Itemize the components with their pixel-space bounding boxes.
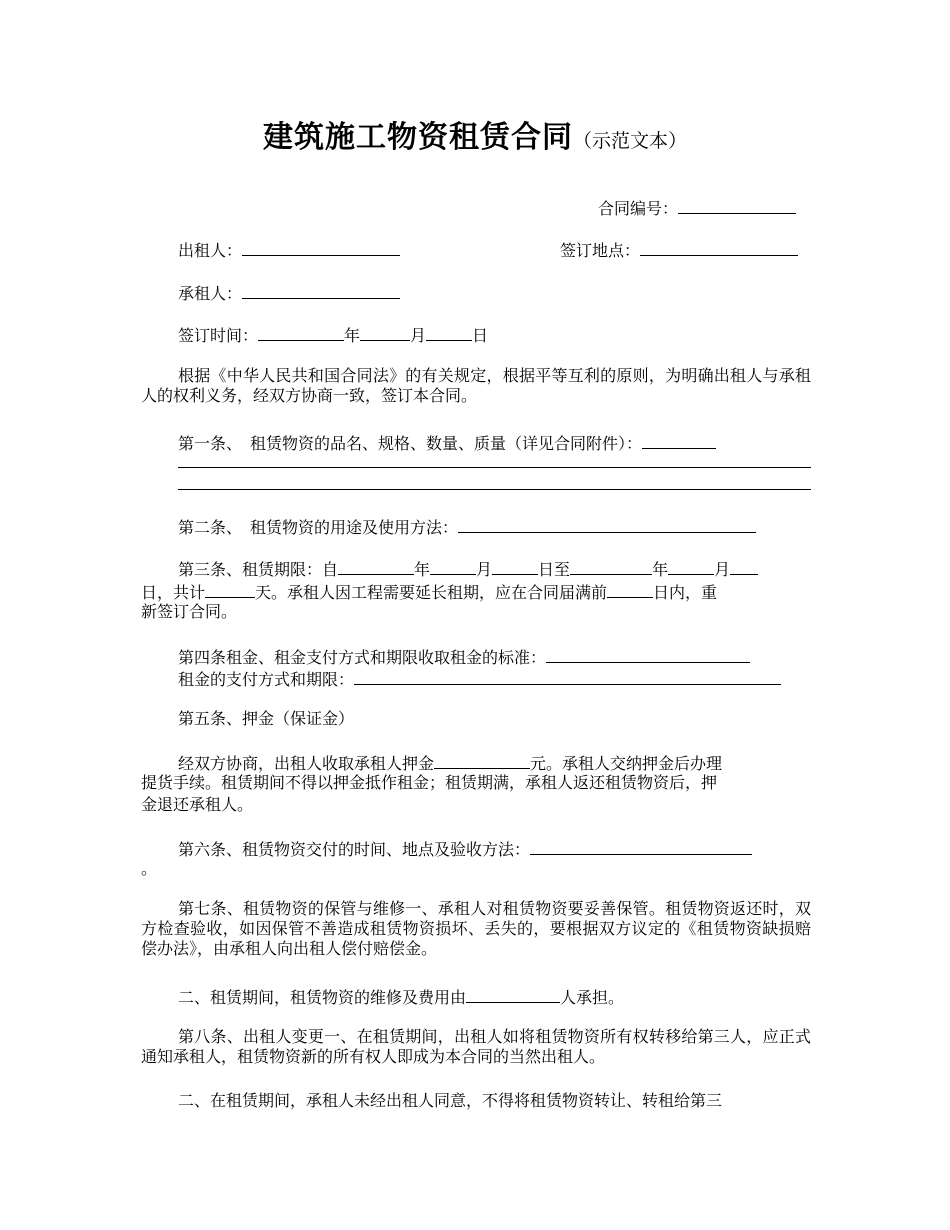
article-5-row-1 xyxy=(178,751,722,774)
title-main: 建筑施工物资租赁合同 xyxy=(262,120,573,155)
deposit-amount-blank[interactable] xyxy=(434,751,530,769)
article-8-paragraph xyxy=(141,1027,811,1067)
payment-method-blank[interactable] xyxy=(354,667,781,685)
article-1-blank[interactable] xyxy=(642,431,716,449)
article-4-text-2: 租金的支付方式和期限： xyxy=(178,670,355,689)
article-6-period: 。 xyxy=(141,859,158,878)
article-6-row xyxy=(178,837,752,860)
article-3-text-j: 新签订合同。 xyxy=(141,602,238,621)
article-7-paragraph xyxy=(141,899,811,959)
title-suffix: （示范文本） xyxy=(572,130,687,152)
article-4-row-2 xyxy=(178,667,781,690)
document-title xyxy=(0,112,950,156)
end-day-blank[interactable] xyxy=(730,557,758,575)
start-month-blank[interactable] xyxy=(430,557,476,575)
article-1-text: 第一条、 租赁物资的品名、规格、数量、质量（详见合同附件）： xyxy=(178,434,643,453)
article-3-text-f: 月 xyxy=(714,560,731,579)
total-days-blank[interactable] xyxy=(205,580,255,598)
article-3-text-g: 日，共计 xyxy=(141,583,206,602)
article-2-text: 第二条、 租赁物资的用途及使用方法： xyxy=(178,518,459,537)
article-1-line-3[interactable] xyxy=(178,489,811,490)
article-3-row-3 xyxy=(141,602,237,622)
contract-no-row xyxy=(598,196,796,219)
sign-day-blank[interactable] xyxy=(426,323,472,341)
contract-no-label: 合同编号： xyxy=(598,199,679,218)
sign-time-row xyxy=(178,323,488,346)
article-6-end xyxy=(141,859,157,879)
article-7-item-2 xyxy=(178,985,624,1008)
article-7-item-2-text-a: 二、租赁期间，租赁物资的维修及费用由 xyxy=(178,988,467,1007)
start-day-blank[interactable] xyxy=(492,557,538,575)
year-text: 年 xyxy=(344,326,361,345)
article-3-row-2 xyxy=(141,580,717,603)
end-month-blank[interactable] xyxy=(668,557,714,575)
rent-standard-blank[interactable] xyxy=(546,645,750,663)
article-3-text-i: 日内，重 xyxy=(653,583,718,602)
article-5-row-3 xyxy=(141,795,253,815)
article-3-text-b: 年 xyxy=(414,560,431,579)
preamble-text: 根据《中华人民共和国合同法》的有关规定，根据平等互利的原则，为明确出租人与承租人的权利义务，经双方协商一致，签订本合同。 xyxy=(141,366,811,405)
lessee-row xyxy=(178,281,400,304)
day-text: 日 xyxy=(472,326,489,345)
article-4-text-1: 第四条租金、租金支付方式和期限收取租金的标准： xyxy=(178,648,547,667)
contract-no-blank[interactable] xyxy=(678,196,796,214)
sign-place-row xyxy=(560,238,798,261)
month-text: 月 xyxy=(410,326,427,345)
lessee-blank[interactable] xyxy=(242,281,400,299)
article-5-text: 第五条、押金（保证金） xyxy=(178,709,355,728)
article-3-text-h: 天。承租人因工程需要延长租期，应在合同届满前 xyxy=(255,583,608,602)
article-8-item-2 xyxy=(178,1091,722,1111)
renew-days-blank[interactable] xyxy=(607,580,653,598)
sign-year-blank[interactable] xyxy=(258,323,344,341)
article-1-line-2[interactable] xyxy=(178,467,811,468)
sign-place-blank[interactable] xyxy=(640,238,798,256)
article-7-text: 第七条、租赁物资的保管与维修一、承租人对租赁物资要妥善保管。租赁物资返还时，双方检查验收，如因保管不善造成租赁物资损坏、丢失的，要根据双方议定的《租赁物资缺损赔偿办法》，由承租人向出租人偿付赔偿金。 xyxy=(141,899,811,958)
preamble-paragraph xyxy=(141,366,811,406)
article-2-row xyxy=(178,515,756,538)
sign-place-label: 签订地点： xyxy=(560,241,641,260)
deposit-text-d: 金退还承租人。 xyxy=(141,795,254,814)
article-8-item-2-text: 二、在租赁期间，承租人未经出租人同意，不得将租赁物资转让、转租给第三 xyxy=(178,1091,723,1110)
article-2-blank[interactable] xyxy=(458,515,756,533)
deposit-text-a: 经双方协商，出租人收取承租人押金 xyxy=(178,754,435,773)
lessor-row xyxy=(178,238,400,261)
article-3-row-1 xyxy=(178,557,758,580)
end-year-blank[interactable] xyxy=(570,557,652,575)
article-5-heading xyxy=(178,709,354,729)
deposit-text-c: 提货手续。租赁期间不得以押金抵作租金；租赁期满，承租人返还租赁物资后，押 xyxy=(141,773,718,792)
lessor-label: 出租人： xyxy=(178,241,243,260)
sign-time-label: 签订时间： xyxy=(178,326,259,345)
lessee-label: 承租人： xyxy=(178,284,243,303)
article-7-item-2-text-b: 人承担。 xyxy=(560,988,625,1007)
deposit-text-b: 元。承租人交纳押金后办理 xyxy=(530,754,723,773)
article-1-row xyxy=(178,431,716,454)
article-8-text: 第八条、出租人变更一、在租赁期间，出租人如将租赁物资所有权转移给第三人，应正式通知承租人，租赁物资新的所有权人即成为本合同的当然出租人。 xyxy=(141,1027,811,1066)
lessor-blank[interactable] xyxy=(242,238,400,256)
repair-party-blank[interactable] xyxy=(466,985,560,1003)
sign-month-blank[interactable] xyxy=(360,323,410,341)
article-5-row-2 xyxy=(141,773,717,793)
article-3-text-e: 年 xyxy=(652,560,669,579)
article-3-text-d: 日至 xyxy=(538,560,571,579)
delivery-blank[interactable] xyxy=(530,837,752,855)
start-year-blank[interactable] xyxy=(338,557,414,575)
article-3-text-a: 第三条、租赁期限：自 xyxy=(178,560,339,579)
article-6-text: 第六条、租赁物资交付的时间、地点及验收方法： xyxy=(178,840,531,859)
article-4-row-1 xyxy=(178,645,750,668)
article-3-text-c: 月 xyxy=(476,560,493,579)
